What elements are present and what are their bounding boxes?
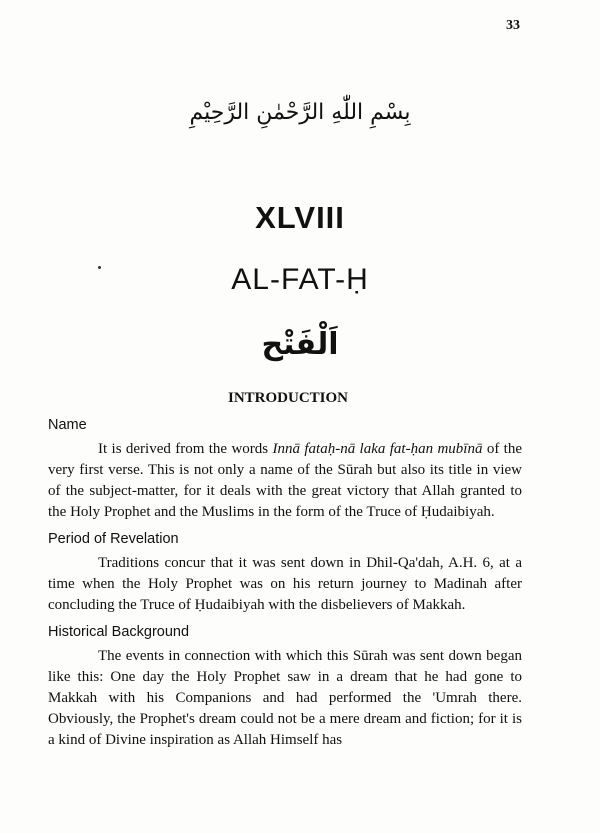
bismillah-calligraphy: بِسْمِ اللّٰهِ الرَّحْمٰنِ الرَّحِيْمِ: [189, 100, 411, 125]
section-paragraph: [48, 646, 522, 751]
sura-arabic-name: اَلْفَتْح: [261, 327, 339, 362]
sura-name: AL-FAT-Ḥ: [231, 263, 369, 296]
section-period-of-revelation: [48, 529, 522, 616]
section-heading: Historical Background: [48, 624, 190, 640]
page-number: 33: [506, 18, 520, 33]
section-historical-background: [48, 622, 522, 751]
page-content: [48, 415, 522, 757]
section-paragraph: [48, 439, 522, 523]
introduction-heading: INTRODUCTION: [227, 390, 348, 406]
section-heading: Period of Revelation: [48, 531, 179, 547]
paragraph-text: Traditions concur that it was sent down in Dhil-Qa'dah, A.H. 6, at a time when the Holy Prophet was on his return journey to Madinah after concluding the Truce of Ḥudaibiyah with the disbelievers of Makkah.: [48, 555, 522, 613]
paragraph-text: The events in connection with which this Sūrah was sent down began like this: One day the Holy Prophet saw in a dream that he had gone to Makkah with his Companions and had performed the 'Umrah there. Obviously, the Prophet's dream could not be a mere dream and fiction; for it is a kind of Divine inspiration as Allah Himself has: [48, 648, 522, 748]
paragraph-text: of the very first verse. This is not only a name of the Sūrah but also its title in view of the subject-matter, for it deals with the great victory that Allah granted to the Holy Prophet and the Muslims in the form of the Truce of Ḥudaibiyah.: [48, 441, 523, 520]
quoted-verse: Innā fataḥ-nā laka fat-ḥan mubīnā: [272, 441, 483, 457]
paragraph-text: It is derived from the words: [98, 441, 273, 457]
section-paragraph: [48, 553, 522, 616]
sura-number: XLVIII: [255, 200, 345, 235]
section-name: [48, 415, 522, 523]
section-heading: Name: [48, 417, 87, 433]
